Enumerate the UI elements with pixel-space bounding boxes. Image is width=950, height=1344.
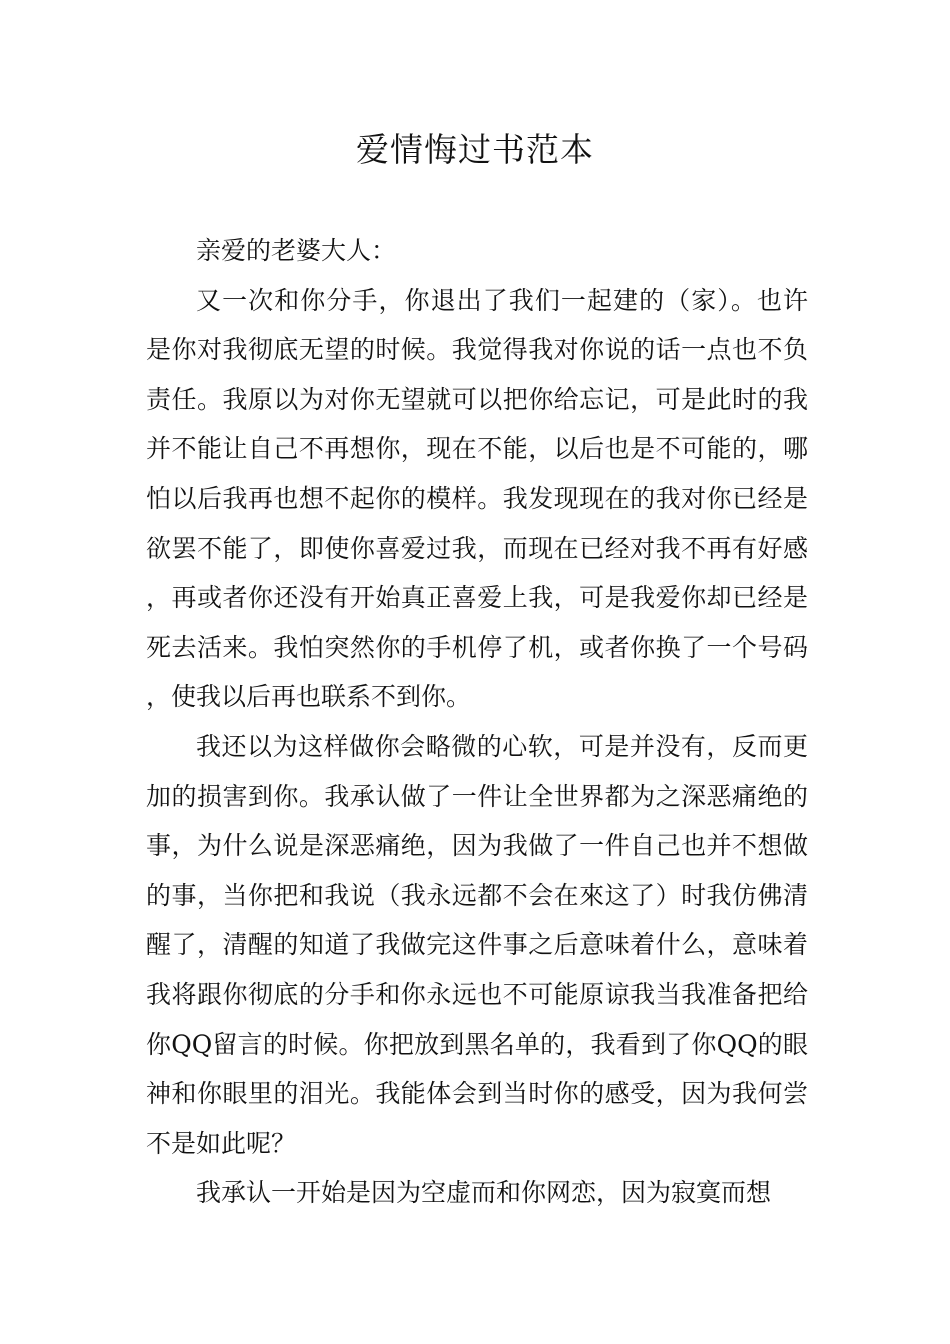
paragraph-3: 我承认一开始是因为空虚而和你网恋，因为寂寞而想 <box>196 1178 772 1208</box>
paragraph-1: 又一次和你分手，你退出了我们一起建的（家）。也许是你对我彻底无望的时候。我觉得我对你说的话一点也不负责任。我原以为对你无望就可以把你给忘记，可是此时的我并不能让自己不再想你，现在不能，以后也是不可能的，哪怕以后我再也想不起你的模样。我发现现在的我对你已经是欲罢不能了，即使你喜爱过我，而现在已经对我不再有好感，再或者你还没有开始真正喜爱上我，可是我爱你却已经是死去活来。我怕突然你的手机停了机，或者你换了一个号码，使我以后再也联系不到你。 <box>146 285 808 712</box>
document-body <box>146 226 808 1218</box>
paragraph-2: 我还以为这样做你会略微的心软，可是并没有，反而更加的损害到你。我承认做了一件让全世界都为之深恶痛绝的事，为什么说是深恶痛绝，因为我做了一件自己也并不想做的事，当你把和我说（我永远都不会在來这了）时我仿佛清醒了，清醒的知道了我做完这件事之后意味着什么，意味着我将跟你彻底的分手和你永远也不可能原谅我当我准备把给你QQ留言的时候。你把放到黑名单的，我看到了你QQ的眼神和你眼里的泪光。我能体会到当时你的感受，因为我何尝不是如此呢？ <box>146 731 808 1158</box>
salutation: 亲爱的老婆大人： <box>196 236 397 265</box>
document-title: 爱情悔过书范本 <box>356 130 594 169</box>
